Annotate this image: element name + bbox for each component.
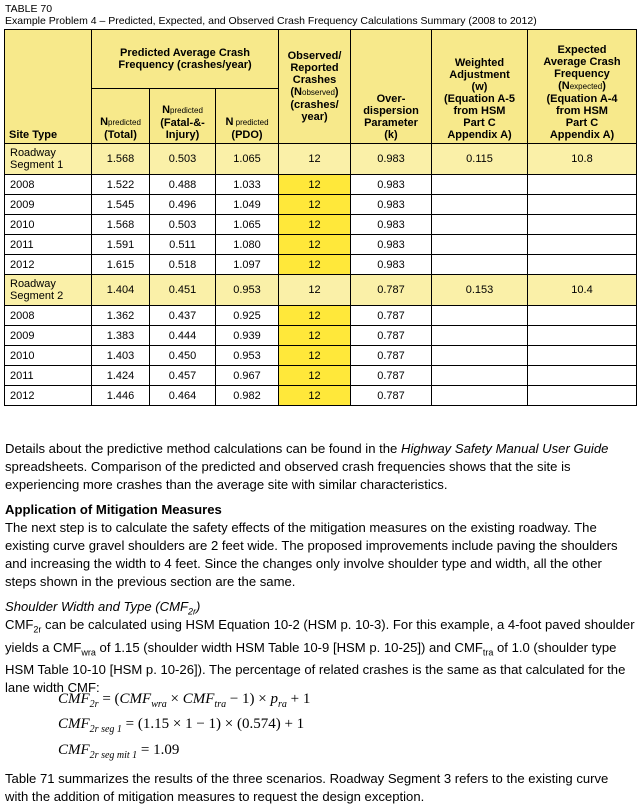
k-cell: 0.983 xyxy=(351,144,432,175)
site-type-cell: 2011 xyxy=(5,366,92,386)
site-type-cell: 2010 xyxy=(5,346,92,366)
total-cell: 1.383 xyxy=(92,326,150,346)
subsection-heading-shoulder: Shoulder Width and Type $(CMF_{2r})$ xyxy=(5,599,201,617)
crash-frequency-table xyxy=(4,29,637,406)
year-row xyxy=(5,195,637,215)
total-cell: 1.362 xyxy=(92,306,150,326)
fi-cell: 0.503 xyxy=(150,215,216,235)
k-cell: 0.787 xyxy=(351,326,432,346)
year-row xyxy=(5,235,637,255)
fi-cell: 0.437 xyxy=(150,306,216,326)
pdo-cell: 1.065 xyxy=(216,144,279,175)
pdo-cell: 1.049 xyxy=(216,195,279,215)
total-cell: 1.591 xyxy=(92,235,150,255)
w-cell xyxy=(432,255,528,275)
site-type-cell: 2012 xyxy=(5,255,92,275)
expected-cell xyxy=(528,195,637,215)
observed-cell: 12 xyxy=(279,306,351,326)
w-cell xyxy=(432,366,528,386)
pdo-cell: 1.097 xyxy=(216,255,279,275)
observed-cell: 12 xyxy=(279,144,351,175)
k-cell: 0.787 xyxy=(351,346,432,366)
site-type-cell: 2009 xyxy=(5,195,92,215)
w-cell: 0.115 xyxy=(432,144,528,175)
paragraph-table71-summary: Table 71 summarizes the results of the three scenarios. Roadway Segment 3 refers to the existing curve with the addition of mitigation measures to request the design exception. xyxy=(5,771,609,804)
w-cell xyxy=(432,386,528,406)
year-row xyxy=(5,326,637,346)
total-cell: 1.424 xyxy=(92,366,150,386)
pdo-cell: 1.080 xyxy=(216,235,279,255)
w-cell xyxy=(432,175,528,195)
expected-cell xyxy=(528,366,637,386)
k-cell: 0.787 xyxy=(351,386,432,406)
pdo-cell: 0.953 xyxy=(216,275,279,306)
expected-cell xyxy=(528,386,637,406)
observed-cell: 12 xyxy=(279,326,351,346)
total-cell: 1.545 xyxy=(92,195,150,215)
site-type-cell: 2008 xyxy=(5,175,92,195)
paragraph-cmf-description: $CMF_{2r}$ can be calculated using HSM Equation 10-2 (HSM p. 10-3). For this example, a 4-foot paved shoulder yields a $CMF_{wra}$ of 1.15 (shoulder width HSM Table 10-9 [HSM p. 10-25]) and $CMF_{tra}$ of 1.0 (shoulder type HSM Table 10-10 [HSM p. 10-26]). The percentage of related crashes is the same as that calculated for the lane width CMF: xyxy=(5,617,635,696)
year-row xyxy=(5,346,637,366)
equation-cmf2r-seg-mit1: $CMF_{2r seg mit 1} = 1.09$ xyxy=(58,742,180,761)
expected-cell xyxy=(528,235,637,255)
segment-row xyxy=(5,275,637,306)
w-cell xyxy=(432,326,528,346)
k-cell: 0.787 xyxy=(351,366,432,386)
total-cell: 1.404 xyxy=(92,275,150,306)
fi-cell: 0.488 xyxy=(150,175,216,195)
header-n-pdo: N predicted (PDO) xyxy=(216,89,279,144)
header-n-total: Npredicted (Total) xyxy=(92,89,150,144)
fi-cell: 0.457 xyxy=(150,366,216,386)
fi-cell: 0.450 xyxy=(150,346,216,366)
fi-cell: 0.496 xyxy=(150,195,216,215)
total-cell: 1.568 xyxy=(92,144,150,175)
fi-cell: 0.451 xyxy=(150,275,216,306)
observed-cell: 12 xyxy=(279,195,351,215)
k-cell: 0.983 xyxy=(351,235,432,255)
paragraph-predictive-method: Details about the predictive method calculations can be found in the Highway Safety Manual User Guide spreadsheets. Comparison of the predicted and observed crash frequencies shows that the site is experiencing more crashes than the average site with similar characteristics. xyxy=(5,441,609,492)
expected-cell xyxy=(528,306,637,326)
observed-cell: 12 xyxy=(279,275,351,306)
table-title: Example Problem 4 – Predicted, Expected, and Observed Crash Frequency Calculations Summary (2008 to 2012) xyxy=(5,15,537,27)
pdo-cell: 1.033 xyxy=(216,175,279,195)
header-predicted-group: Predicted Average Crash Frequency (crashes/year) xyxy=(92,30,279,89)
equation-cmf2r: $CMF_{2r} = (CMF_{wra} \times CMF_{tra} - 1) \times p_{ra} + 1$ xyxy=(58,691,311,710)
k-cell: 0.787 xyxy=(351,275,432,306)
total-cell: 1.446 xyxy=(92,386,150,406)
total-cell: 1.615 xyxy=(92,255,150,275)
k-cell: 0.787 xyxy=(351,306,432,326)
header-observed: Observed/ Reported Crashes (Nobserved) (crashes/ year) xyxy=(279,30,351,144)
year-row xyxy=(5,366,637,386)
w-cell: 0.153 xyxy=(432,275,528,306)
total-cell: 1.568 xyxy=(92,215,150,235)
paragraph-next-step: The next step is to calculate the safety effects of the mitigation measures on the existing roadway. The existing curve gravel shoulders are 2 feet wide. The proposed improvements include paving the shoulders and increasing the width to 4 feet. Since the changes only involve shoulder type and width, all the other steps shown in the previous section are the same. xyxy=(5,520,618,589)
site-type-cell: 2011 xyxy=(5,235,92,255)
k-cell: 0.983 xyxy=(351,195,432,215)
pdo-cell: 0.953 xyxy=(216,346,279,366)
header-expected: Expected Average Crash Frequency (Nexpected) (Equation A-4 from HSM Part C Appendix A) xyxy=(528,30,637,144)
year-row xyxy=(5,306,637,326)
year-row xyxy=(5,175,637,195)
pdo-cell: 0.982 xyxy=(216,386,279,406)
header-weighted-adjustment: Weighted Adjustment (w) (Equation A-5 from HSM Part C Appendix A) xyxy=(432,30,528,144)
expected-cell xyxy=(528,346,637,366)
expected-cell xyxy=(528,215,637,235)
expected-cell: 10.4 xyxy=(528,275,637,306)
pdo-cell: 0.967 xyxy=(216,366,279,386)
w-cell xyxy=(432,195,528,215)
table-body xyxy=(5,144,637,406)
fi-cell: 0.518 xyxy=(150,255,216,275)
fi-cell: 0.511 xyxy=(150,235,216,255)
total-cell: 1.522 xyxy=(92,175,150,195)
year-row xyxy=(5,215,637,235)
site-type-cell: 2010 xyxy=(5,215,92,235)
observed-cell: 12 xyxy=(279,215,351,235)
section-heading-mitigation: Application of Mitigation Measures xyxy=(5,502,222,517)
w-cell xyxy=(432,215,528,235)
segment-row xyxy=(5,144,637,175)
year-row xyxy=(5,255,637,275)
expected-cell xyxy=(528,255,637,275)
observed-cell: 12 xyxy=(279,386,351,406)
fi-cell: 0.464 xyxy=(150,386,216,406)
site-type-cell: 2012 xyxy=(5,386,92,406)
w-cell xyxy=(432,235,528,255)
total-cell: 1.403 xyxy=(92,346,150,366)
equation-cmf2r-seg1: $CMF_{2r seg 1} = (1.15 \times 1 - 1) \times (0.574) + 1$ xyxy=(58,716,305,735)
user-guide-title: Highway Safety Manual User Guide xyxy=(400,441,609,456)
observed-cell: 12 xyxy=(279,366,351,386)
observed-cell: 12 xyxy=(279,255,351,275)
observed-cell: 12 xyxy=(279,175,351,195)
header-n-fatal-injury: Npredicted (Fatal-&- Injury) xyxy=(150,89,216,144)
k-cell: 0.983 xyxy=(351,175,432,195)
w-cell xyxy=(432,346,528,366)
w-cell xyxy=(432,306,528,326)
pdo-cell: 0.939 xyxy=(216,326,279,346)
year-row xyxy=(5,386,637,406)
table-label: TABLE 70 xyxy=(5,3,53,15)
site-type-cell: Roadway Segment 2 xyxy=(5,275,92,306)
expected-cell xyxy=(528,326,637,346)
expected-cell: 10.8 xyxy=(528,144,637,175)
header-overdispersion: Over- dispersion Parameter (k) xyxy=(351,30,432,144)
k-cell: 0.983 xyxy=(351,255,432,275)
pdo-cell: 0.925 xyxy=(216,306,279,326)
pdo-cell: 1.065 xyxy=(216,215,279,235)
site-type-cell: Roadway Segment 1 xyxy=(5,144,92,175)
site-type-cell: 2008 xyxy=(5,306,92,326)
k-cell: 0.983 xyxy=(351,215,432,235)
fi-cell: 0.444 xyxy=(150,326,216,346)
header-site-type: Site Type xyxy=(5,30,92,144)
expected-cell xyxy=(528,175,637,195)
observed-cell: 12 xyxy=(279,346,351,366)
site-type-cell: 2009 xyxy=(5,326,92,346)
observed-cell: 12 xyxy=(279,235,351,255)
fi-cell: 0.503 xyxy=(150,144,216,175)
